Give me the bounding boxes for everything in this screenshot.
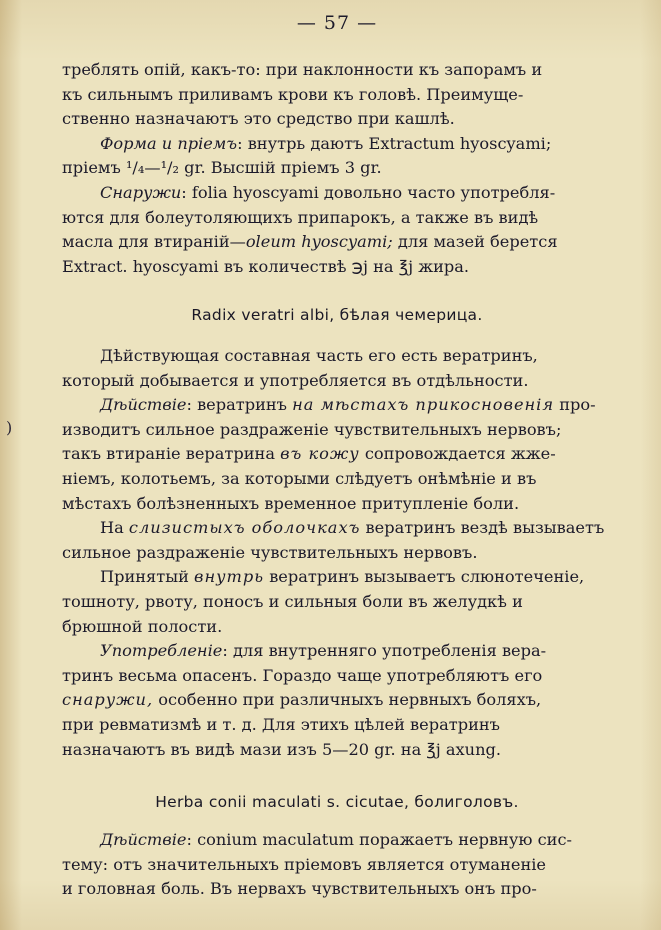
emphasis-vnutr: внутрь bbox=[194, 567, 265, 587]
paragraph-deistvie: Дѣйствіе: вератринъ на мѣстахъ прикосновенія про- bbox=[100, 395, 596, 415]
paragraph-snaruzhi: Снаружи: folia hyoscyami довольно часто употребля- bbox=[100, 182, 556, 202]
emphasis-snaruzhi: снаружи, bbox=[62, 690, 154, 710]
margin-mark: ) bbox=[6, 418, 13, 437]
text-line: назначаютъ въ видѣ мази изъ 5—20 gr. на ℥j axung. bbox=[62, 739, 502, 759]
text-line: снаружи, особенно при различныхъ нервныхъ боляхъ, bbox=[62, 690, 542, 710]
paragraph-upotreblenie: Употребленіе: для внутренняго употребленія вера- bbox=[100, 641, 547, 661]
text-line: тошноту, рвоту, поносъ и сильныя боли въ желудкѣ и bbox=[62, 591, 523, 611]
text-line: изводитъ сильное раздраженіе чувствительныхъ нервовъ; bbox=[62, 419, 562, 439]
section-herba-conii bbox=[62, 828, 612, 902]
term-deistvie: Дѣйствіе bbox=[100, 830, 187, 849]
page-number: — 57 — bbox=[296, 12, 378, 34]
text-line: треблять опій, какъ-то: при наклонности къ запорамъ и bbox=[62, 60, 543, 79]
paragraph-vnutr: Принятый внутрь вератринъ вызываетъ слюнотеченіе, bbox=[100, 567, 585, 587]
emphasis-slizistye: слизистыхъ оболочкахъ bbox=[128, 518, 361, 538]
text-line: такъ втираніе вератрина въ кожу сопровождается жже- bbox=[62, 444, 556, 464]
heading-herba-conii: Herba conii maculati s. cicutae, болиголовъ. bbox=[155, 793, 519, 811]
term-forma-priem: Форма и пріемъ bbox=[100, 133, 238, 153]
term-oleum-hyoscyami: oleum hyoscyami; bbox=[245, 232, 393, 252]
term-snaruzhi: Снаружи bbox=[100, 182, 182, 202]
text-line: масла для втираній—oleum hyoscyami; для мазей берется bbox=[62, 232, 558, 252]
text-line: ніемъ, колотьемъ, за которыми слѣдуетъ онѣмѣніе и въ bbox=[62, 468, 537, 488]
text-line: тему: отъ значительныхъ пріемовъ является отуманеніе bbox=[62, 854, 546, 874]
section-hyoscyamus-continued bbox=[62, 58, 612, 279]
text-line: Extract. hyoscyami въ количествѣ ℈j на ℥j жира. bbox=[62, 256, 470, 276]
emphasis-v-kozhu: въ кожу bbox=[280, 444, 360, 464]
text-line: тринъ весьма опасенъ. Гораздо чаще употребляютъ его bbox=[62, 665, 543, 685]
paragraph-deistvie: Дѣйствіе: conium maculatum поражаетъ нервную сис- bbox=[100, 830, 573, 849]
text-line: сильное раздраженіе чувствительныхъ нервовъ. bbox=[62, 542, 478, 562]
text-line: и головная боль. Въ нервахъ чувствительныхъ онъ про- bbox=[62, 879, 537, 899]
text-line: ются для болеутоляющихъ припарокъ, а также въ видѣ bbox=[62, 207, 539, 227]
term-deistvie: Дѣйствіе bbox=[100, 395, 187, 415]
text-line: къ сильнымъ приливамъ крови къ головѣ. Преимуще- bbox=[62, 84, 524, 104]
text-line: пріемъ ¹/₄—¹/₂ gr. Высшій пріемъ 3 gr. bbox=[62, 158, 382, 178]
term-upotreblenie: Употребленіе bbox=[100, 641, 223, 661]
emphasis-na-mestah: на мѣстахъ прикосновенія bbox=[292, 395, 555, 415]
text-line: брюшной полости. bbox=[62, 616, 223, 636]
text-line: мѣстахъ болѣзненныхъ временное притупленіе боли. bbox=[62, 493, 520, 513]
paragraph: Дѣйствующая составная часть его есть вератринъ, bbox=[100, 346, 538, 365]
section-radix-veratri bbox=[62, 344, 612, 762]
paragraph-slizistye: На слизистыхъ оболочкахъ вератринъ вездѣ вызываетъ bbox=[100, 518, 605, 538]
paragraph-forma: Форма и пріемъ: внутрь даютъ Extractum hyoscyami; bbox=[100, 133, 552, 153]
text-line: при ревматизмѣ и т. д. Для этихъ цѣлей вератринъ bbox=[62, 714, 500, 734]
heading-radix-veratri: Radix veratri albi, бѣлая чемерица. bbox=[191, 306, 483, 324]
text-line: ственно назначаютъ это средство при кашлѣ. bbox=[62, 109, 455, 129]
book-page bbox=[62, 0, 612, 930]
text-line: который добывается и употребляется въ отдѣльности. bbox=[62, 370, 529, 390]
